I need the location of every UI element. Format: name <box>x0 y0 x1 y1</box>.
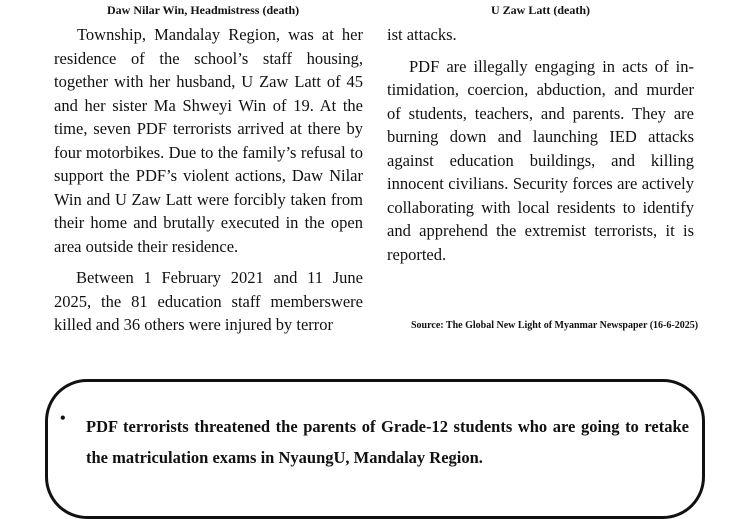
left-paragraph-2: Between 1 February 2021 and 11 June 2025, the 81 education staff memberswere killed and 36 others were injured by terror <box>54 268 363 334</box>
right-column <box>387 23 694 266</box>
notice-bullet: • <box>60 410 66 427</box>
right-photo-caption: U Zaw Latt (death) <box>491 3 590 17</box>
left-photo-caption: Daw Nilar Win, Headmistress (death) <box>107 3 300 17</box>
right-paragraph-1: ist attacks. <box>387 25 457 44</box>
left-column <box>54 23 363 337</box>
left-paragraph-1: Township, Mandalay Region, was at her residence of the school’s staff housing, together with her husband, U Zaw Latt of 45 and her sister Ma Shweyi Win of 19. At the time, seven PDF terrorists arrived at there by four motorbikes. Due to the family’s refusal to support the PDF’s violent actions, Daw Nilar Win and U Zaw Latt were forcibly taken from their home and brutally executed in the open area outside their residence. <box>54 25 363 256</box>
right-paragraph-2: PDF are illegally engaging in acts of intimidation, coercion, abduction, and murder of students, teachers, and parents. They are burning down and launching IED attacks against education buildings, and killing innocent civilians. Security forces are actively collaborating with local residents to identify and apprehend the extremist terrorists, it is reported. <box>387 56 694 264</box>
notice-text: PDF terrorists threatened the parents of Grade-12 students who are going to retake the matriculation exams in NyaungU, Mandalay Region. <box>86 417 689 467</box>
source-citation: Source: The Global New Light of Myanmar Newspaper (16-6-2025) <box>411 320 699 331</box>
